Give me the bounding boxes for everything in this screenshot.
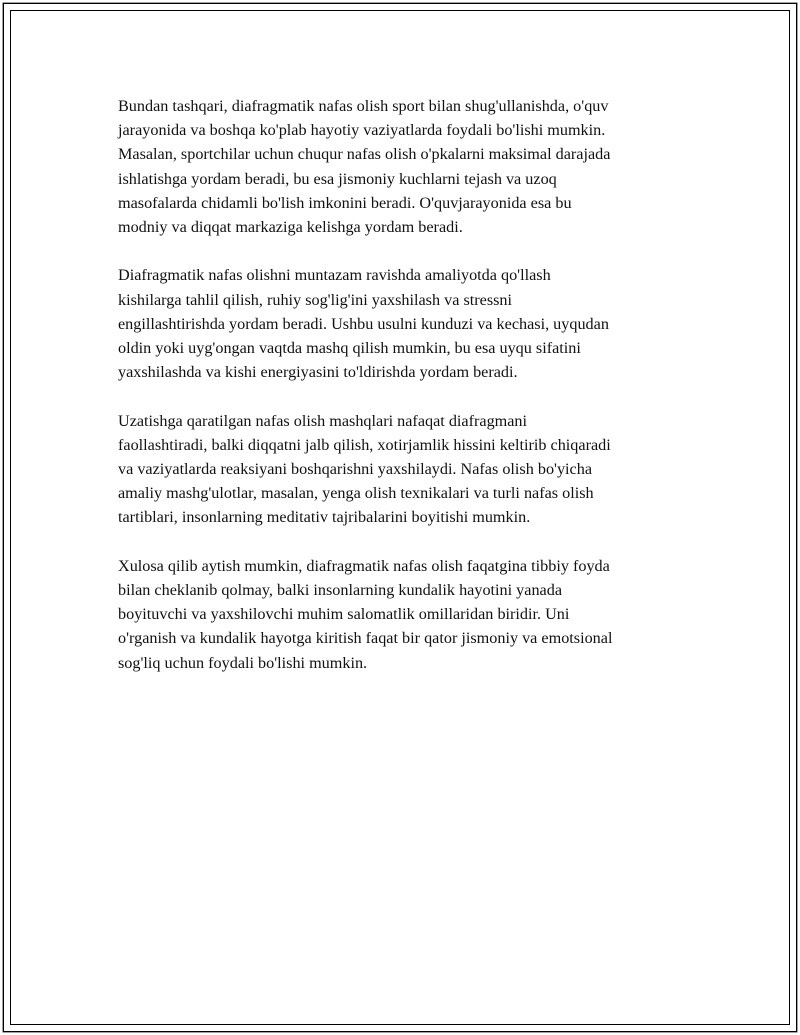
paragraph-4 bbox=[118, 554, 686, 675]
text-line: tartiblari, insonlarning meditativ tajribalarini boyitishi mumkin. bbox=[118, 508, 531, 527]
paragraph-2 bbox=[118, 263, 686, 384]
text-line: amaliy mashg'ulotlar, masalan, yenga olish texnikalari va turli nafas olish bbox=[118, 484, 594, 503]
text-line: jarayonida va boshqa ko'plab hayotiy vaziyatlarda foydali bo'lishi mumkin. bbox=[118, 121, 606, 140]
text-line: oldin yoki uyg'ongan vaqtda mashq qilish mumkin, bu esa uyqu sifatini bbox=[118, 339, 581, 358]
text-line: faollashtiradi, balki diqqatni jalb qilish, xotirjamlik hissini keltirib chiqaradi bbox=[118, 435, 611, 454]
text-line: kishilarga tahlil qilish, ruhiy sog'lig'ini yaxshilash va stressni bbox=[118, 290, 513, 309]
text-line: yaxshilashda va kishi energiyasini to'ldirishda yordam beradi. bbox=[118, 363, 518, 382]
text-line: o'rganish va kundalik hayotga kiritish faqat bir qator jismoniy va emotsional bbox=[118, 629, 613, 648]
text-line: ishlatishga yordam beradi, bu esa jismoniy kuchlarni tejash va uzoq bbox=[118, 169, 557, 188]
text-line: va vaziyatlarda reaksiyani boshqarishni yaxshilaydi. Nafas olish bo'yicha bbox=[118, 460, 593, 479]
text-line: Uzatishga qaratilgan nafas olish mashqlari nafaqat diafragmani bbox=[118, 411, 528, 430]
text-line: bilan cheklanib qolmay, balki insonlarning kundalik hayotini yanada bbox=[118, 581, 563, 600]
text-line: boyituvchi va yaxshilovchi muhim salomatlik omillaridan biridir. Uni bbox=[118, 605, 570, 624]
text-line: Diafragmatik nafas olishni muntazam ravishda amaliyotda qo'llash bbox=[118, 266, 551, 285]
document-body bbox=[118, 94, 686, 699]
text-line: masofalarda chidamli bo'lish imkonini beradi. O'quvjarayonida esa bu bbox=[118, 193, 572, 212]
text-line: engillashtirishda yordam beradi. Ushbu usulni kunduzi va kechasi, uyqudan bbox=[118, 314, 609, 333]
paragraph-1 bbox=[118, 94, 686, 239]
text-line: sog'liq uchun foydali bo'lishi mumkin. bbox=[118, 653, 368, 672]
text-line: Xulosa qilib aytish mumkin, diafragmatik nafas olish faqatgina tibbiy foyda bbox=[118, 556, 610, 575]
text-line: modniy va diqqat markaziga kelishga yordam beradi. bbox=[118, 218, 463, 237]
text-line: Masalan, sportchilar uchun chuqur nafas olish o'pkalarni maksimal darajada bbox=[118, 145, 611, 164]
text-line: Bundan tashqari, diafragmatik nafas olish sport bilan shug'ullanishda, o'quv bbox=[118, 97, 609, 115]
paragraph-3 bbox=[118, 409, 686, 530]
